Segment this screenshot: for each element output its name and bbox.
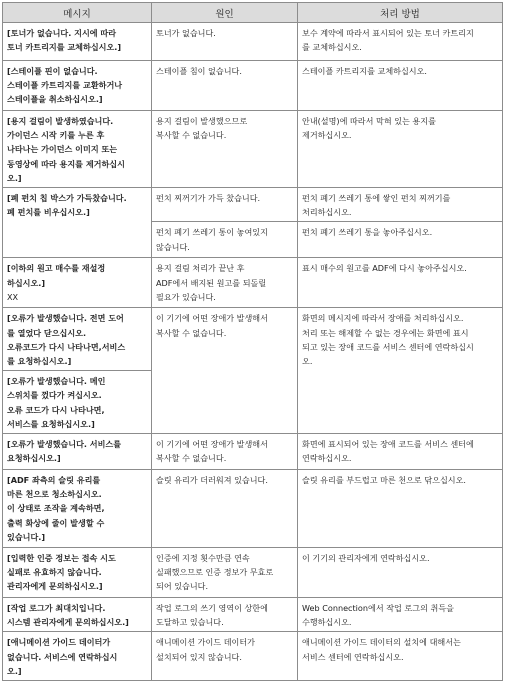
cause-cell [152,548,298,598]
message-line: 관리자에게 문의하십시오.] [7,581,103,592]
message-cell [3,598,152,632]
action-line: 안내(설명)에 따라서 막혀 있는 용지를 [302,116,436,126]
message-line: 오류코드가 다시 나타나면,서비스 [7,341,126,352]
message-line: [애니메이션 가이드 데이터가 [7,637,111,648]
action-line: 슬릿 유리를 부드럽고 마른 천으로 닦으십시오. [302,475,466,486]
cause-line: 복사할 수 없습니다. [156,130,227,141]
cause-line: 슬릿 유리가 더러워져 있습니다. [156,475,268,486]
cause-line: 토너가 없습니다. [156,28,216,38]
cause-cell [152,188,298,222]
cause-cell [152,23,298,61]
message-cell [3,308,152,371]
table-row [3,548,503,598]
message-cell [3,548,152,598]
action-line: 애니메이션 가이드 데이터의 설치에 대해서는 [302,637,461,648]
message-cell [3,632,152,681]
table-row [3,632,503,681]
action-line: 이 기기의 관리자에게 연락하십시오. [302,553,430,564]
message-cell [3,470,152,548]
action-line: 처리 또는 해제할 수 없는 경우에는 화면에 표시 [302,327,469,338]
message-variable: XX [7,291,19,302]
message-cell [3,188,152,258]
action-cell [298,308,503,434]
cause-line: ADF에서 배지된 원고를 되돌릴 [156,277,267,288]
cause-cell [152,111,298,188]
cause-line: 인증에 지정 횟수만큼 연속 [156,553,250,564]
message-line: [오류가 발생했습니다. 메인 [7,376,106,387]
cause-line: 이 기기에 어떤 장애가 발생해서 [156,313,268,324]
message-cell [3,258,152,308]
message-line: 나타나는 가이던스 이미지 또는 [7,144,118,155]
message-line: [오류가 발생했습니다. 전면 도어 [7,313,124,324]
cause-cell [152,222,298,258]
message-line: 실패로 유효하지 않습니다. [7,567,102,578]
cause-line: 용지 걸림이 발생했으므로 [156,116,248,126]
cause-line: 실패했으므로 인증 정보가 무효로 [156,567,274,578]
message-line: 스테이플을 취소하십시오.] [7,94,103,105]
action-line: 되고 있는 장애 코드를 서비스 센터에 연락하십시 [302,341,474,352]
action-cell [298,23,503,61]
action-cell [298,434,503,470]
message-line: [입력한 인증 정보는 접속 시도 [7,553,116,564]
message-line: 하십시오.] [7,277,46,288]
message-line: 스테이플 카트리지를 교환하거나 [7,80,123,91]
action-line: 연락하십시오. [302,453,352,464]
action-line: 펀치 폐기 쓰레기 통을 놓아주십시오. [302,227,433,238]
message-line: 오.] [7,665,22,676]
cause-cell [152,258,298,308]
action-line: 제거하십시오. [302,130,352,141]
error-message-table [2,2,503,681]
table-row [3,188,503,222]
table-row [3,598,503,632]
message-line: 동영상에 따라 용지를 제거하십시 [7,158,125,169]
message-line: 이 상태로 조작을 계속하면, [7,503,105,514]
message-line: 마른 천으로 청소하십시오. [7,489,102,500]
header-action: 처리 방법 [298,3,503,23]
cause-cell [152,632,298,681]
cause-line: 펀치 폐기 쓰레기 통이 놓여있지 [156,227,268,238]
message-line: [스테이플 핀이 없습니다. [7,66,98,76]
header-message: 메시지 [3,3,152,23]
table-row [3,61,503,111]
message-cell [3,371,152,434]
cause-line: 애니메이션 가이드 데이터가 [156,637,255,648]
message-line: 오류 코드가 다시 나타나면, [7,404,105,415]
table-header-row [3,3,503,23]
message-line: 출력 화상에 줄이 발생할 수 [7,517,105,528]
message-line: [오류가 발생했습니다. 서비스를 [7,439,122,450]
table-row [3,23,503,61]
cause-line: 필요가 있습니다. [156,291,216,302]
message-line: [이하의 원고 매수를 재설정 [7,263,106,274]
action-cell [298,470,503,548]
message-line: [폐 펀치 칩 박스가 가득찼습니다. [7,193,127,204]
message-line: [토너가 없습니다. 지시에 따라 [7,28,117,38]
action-line: 서비스 센터에 연락하십시오. [302,651,404,662]
message-line: 를 열었다 닫으십시오. [7,327,87,338]
message-line: 서비스를 요청하십시오.] [7,418,95,429]
cause-cell [152,598,298,632]
action-cell [298,111,503,188]
action-line: 화면의 메시지에 따라서 장애를 처리하십시오. [302,313,464,324]
message-cell [3,61,152,111]
action-cell [298,598,503,632]
cause-cell [152,308,298,434]
action-cell [298,188,503,222]
action-line: 스테이플 카트리지를 교체하십시오. [302,66,427,76]
action-line: 표시 매수의 원고를 ADF에 다시 놓아주십시오. [302,263,467,274]
table-row [3,258,503,308]
cause-cell [152,61,298,111]
cause-line: 설치되어 있지 않습니다. [156,651,242,662]
action-line: 보수 계약에 따라서 표시되어 있는 토너 카트리지 [302,28,474,38]
action-line: Web Connection에서 작업 로그의 취득을 [302,603,454,614]
cause-line: 작업 로그의 쓰기 영역이 상한에 [156,603,268,614]
cause-line: 펀치 찌꺼기가 가득 찼습니다. [156,193,261,204]
cause-line: 복사할 수 없습니다. [156,453,227,464]
action-cell [298,222,503,258]
cause-line: 도달하고 있습니다. [156,617,224,628]
cause-line: 복사할 수 없습니다. [156,327,227,338]
table-row [3,111,503,188]
message-line: 없습니다. 서비스에 연락하십시 [7,651,118,662]
cause-cell [152,470,298,548]
action-cell [298,258,503,308]
message-line: 를 요청하십시오.] [7,356,72,367]
action-line: 수행하십시오. [302,617,352,628]
action-cell [298,548,503,598]
table-row [3,470,503,548]
message-line: 시스템 관리자에게 문의하십시오.] [7,617,129,628]
cause-line: 스테이플 침이 없습니다. [156,66,242,76]
cause-line: 않습니다. [156,241,190,252]
message-line: 요청하십시오.] [7,453,61,464]
message-line: 있습니다.] [7,531,46,542]
message-line: 오.] [7,172,22,183]
message-line: 가이던스 시작 키를 누른 후 [7,130,105,141]
cause-cell [152,434,298,470]
message-cell [3,111,152,188]
message-line: [ADF 좌측의 슬릿 유리를 [7,475,101,486]
message-line: 토너 카트리지를 교체하십시오.] [7,42,122,53]
action-line: 화면에 표시되어 있는 장애 코드를 서비스 센터에 [302,439,474,450]
message-line: 폐 펀치를 비우십시오.] [7,207,90,218]
cause-line: 이 기기에 어떤 장애가 발생해서 [156,439,268,450]
action-line: 처리하십시오. [302,207,352,218]
message-cell [3,23,152,61]
action-cell [298,61,503,111]
message-line: [용지 걸림이 발생하였습니다. [7,116,114,126]
cause-line: 되어 있습니다. [156,581,209,592]
message-line: [작업 로그가 최대치입니다. [7,603,106,614]
message-cell [3,434,152,470]
action-line: 를 교체하십시오. [302,42,362,53]
header-cause: 원인 [152,3,298,23]
table-row [3,434,503,470]
action-cell [298,632,503,681]
table-row [3,308,503,371]
message-line: 스위치를 껐다가 켜십시오. [7,390,102,401]
cause-line: 용지 걸림 처리가 끝난 후 [156,263,245,274]
action-line: 펀치 폐기 쓰레기 통에 쌓인 펀치 찌꺼기를 [302,193,451,204]
action-line: 오. [302,356,313,367]
